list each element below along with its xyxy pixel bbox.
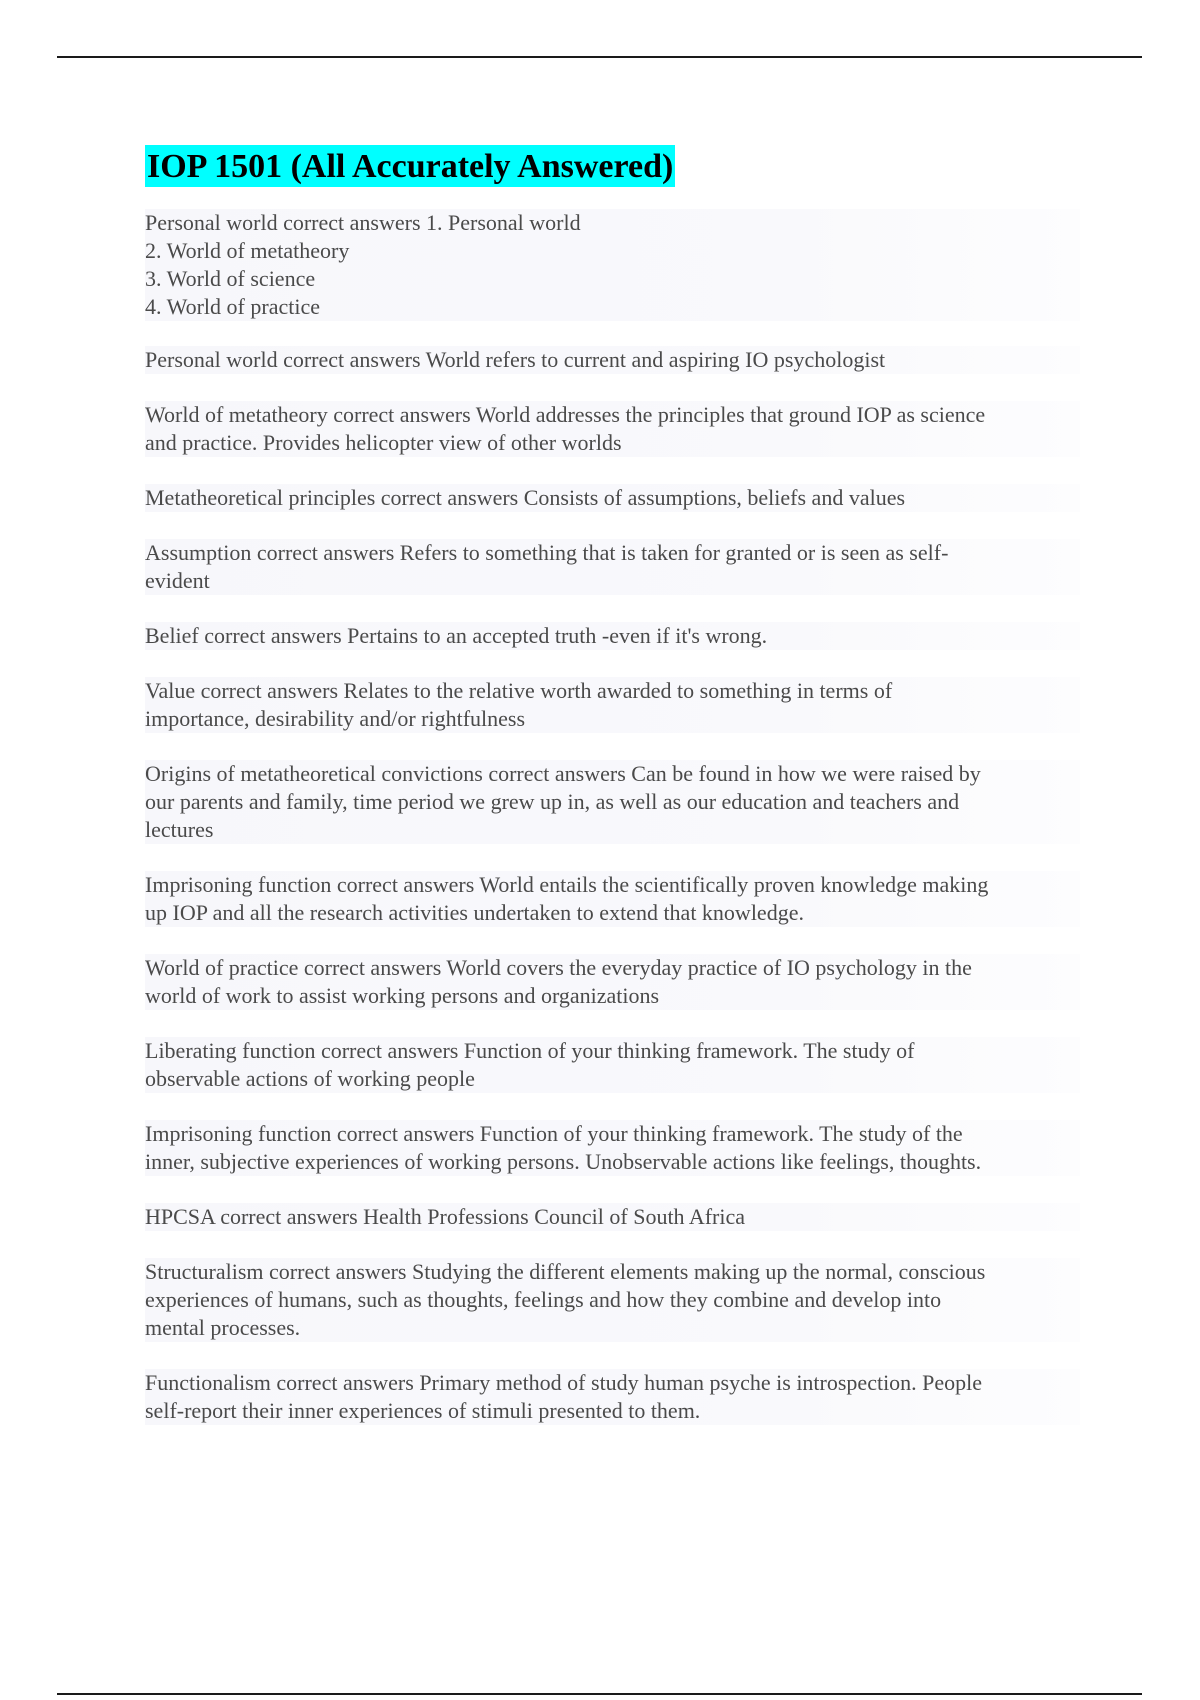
bottom-rule <box>57 1693 1142 1695</box>
entry-line: our parents and family, time period we grew up in, as well as our education and teachers and <box>145 789 960 814</box>
entry-line: evident <box>145 568 210 593</box>
entry-line: Liberating function correct answers Function of your thinking framework. The study of <box>145 1038 915 1063</box>
entry-line: observable actions of working people <box>145 1066 475 1091</box>
entry-line: up IOP and all the research activities undertaken to extend that knowledge. <box>145 900 804 925</box>
entry-line: Value correct answers Relates to the relative worth awarded to something in terms of <box>145 678 893 703</box>
entry-line: 4. World of practice <box>145 294 320 319</box>
entry-line: self-report their inner experiences of stimuli presented to them. <box>145 1398 701 1423</box>
entry-line: world of work to assist working persons and organizations <box>145 983 660 1008</box>
flashcard-entry <box>145 1203 1080 1231</box>
entry-line: 2. World of metatheory <box>145 238 350 263</box>
top-rule <box>57 56 1142 58</box>
flashcard-entry <box>145 677 1080 733</box>
entry-line: Functionalism correct answers Primary method of study human psyche is introspection. People <box>145 1370 983 1395</box>
flashcard-entry <box>145 1369 1080 1425</box>
flashcard-entry <box>145 760 1080 844</box>
document-body <box>145 145 1080 1452</box>
flashcard-entry <box>145 622 1080 650</box>
entry-line: World of practice correct answers World covers the everyday practice of IO psychology in the <box>145 955 972 980</box>
flashcard-entry <box>145 484 1080 512</box>
entry-line: Personal world correct answers 1. Personal world <box>145 210 581 235</box>
entry-line: 3. World of science <box>145 266 316 291</box>
entry-line: Belief correct answers Pertains to an accepted truth -even if it's wrong. <box>145 623 768 648</box>
flashcard-entry <box>145 871 1080 927</box>
flashcard-entry <box>145 1037 1080 1093</box>
entry-line: Imprisoning function correct answers Function of your thinking framework. The study of the <box>145 1121 963 1146</box>
flashcard-entry <box>145 1120 1080 1176</box>
entry-line: Origins of metatheoretical convictions correct answers Can be found in how we were raised by <box>145 761 981 786</box>
entry-line: experiences of humans, such as thoughts, feelings and how they combine and develop into <box>145 1287 942 1312</box>
flashcard-entry <box>145 401 1080 457</box>
flashcard-entry <box>145 346 1080 374</box>
entry-line: Metatheoretical principles correct answers Consists of assumptions, beliefs and values <box>145 485 906 510</box>
entry-line: World of metatheory correct answers World addresses the principles that ground IOP as science <box>145 402 986 427</box>
entry-line: Assumption correct answers Refers to something that is taken for granted or is seen as self- <box>145 540 949 565</box>
entry-line: mental processes. <box>145 1315 301 1340</box>
entry-line: Imprisoning function correct answers World entails the scientifically proven knowledge making <box>145 872 989 897</box>
entry-line: inner, subjective experiences of working persons. Unobservable actions like feelings, thoughts. <box>145 1149 982 1174</box>
flashcard-entry <box>145 539 1080 595</box>
flashcard-entry <box>145 954 1080 1010</box>
entry-line: and practice. Provides helicopter view of other worlds <box>145 430 622 455</box>
entry-line: HPCSA correct answers Health Professions Council of South Africa <box>145 1204 746 1229</box>
flashcard-entry <box>145 209 1080 321</box>
document-title: IOP 1501 (All Accurately Answered) <box>145 145 675 187</box>
flashcard-entry <box>145 1258 1080 1342</box>
entry-line: Structuralism correct answers Studying the different elements making up the normal, conscious <box>145 1259 986 1284</box>
entry-line: lectures <box>145 817 214 842</box>
entry-line: importance, desirability and/or rightfulness <box>145 706 526 731</box>
entry-line: Personal world correct answers World refers to current and aspiring IO psychologist <box>145 347 886 372</box>
